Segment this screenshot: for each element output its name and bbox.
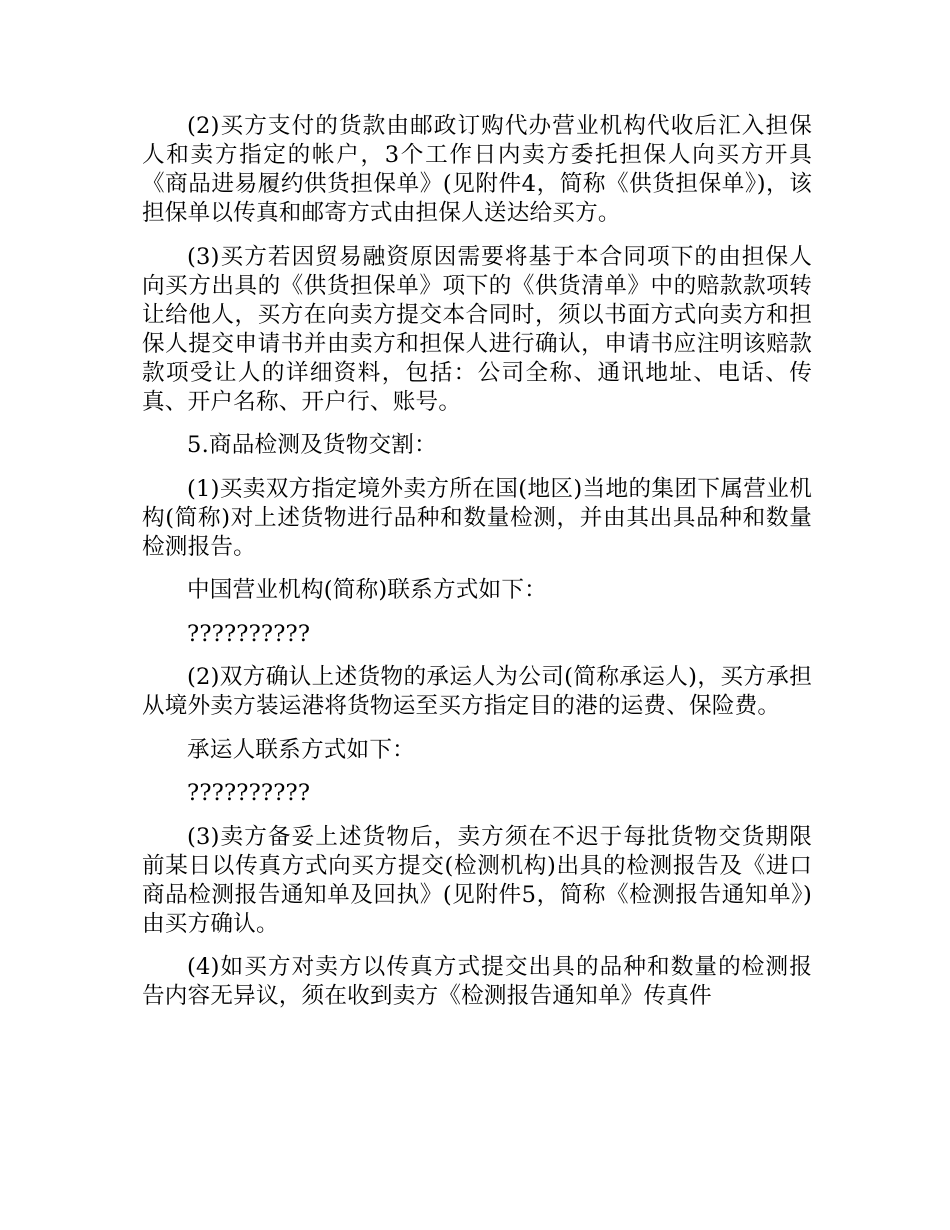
paragraph-guarantee-payment: (2)买方支付的货款由邮政订购代办营业机构代收后汇入担保人和卖方指定的帐户，3个工作日内卖方委托担保人向买方开具《商品进易履约供货担保单》(见附件4，简称《供货担保单》)，该担保单以传真和邮寄方式由担保人送达给买方。 [142,113,812,226]
section-heading-inspection: 5.商品检测及货物交割： [187,432,437,458]
paragraph-carrier: (2)双方确认上述货物的承运人为公司(简称承运人)，买方承担从境外卖方装运港将货物运至买方指定目的港的运费、保险费。 [142,664,812,719]
paragraph-carrier-contact-label: 承运人联系方式如下： [187,736,415,763]
paragraph-china-contact-placeholder: ?????????? [187,620,311,647]
paragraph-trade-financing: (3)买方若因贸易融资原因需要将基于本合同项下的由担保人向买方出具的《供货担保单》项下的《供货清单》中的赔款款项转让给他人，买方在向卖方提交本合同时，须以书面方式向卖方和担保人提交申请书并由卖方和担保人进行确认，申请书应注明该赔款款项受让人的详细资料，包括：公司全称、通讯地址、电话、传真、开户名称、开户行、账号。 [142,243,812,415]
paragraph-buyer-confirmation: (4)如买方对卖方以传真方式提交出具的品种和数量的检测报告内容无异议，须在收到卖方《检测报告通知单》传真件 [142,954,812,1009]
paragraph-inspection-report: (3)卖方备妥上述货物后，卖方须在不迟于每批货物交货期限前某日以传真方式向买方提交(检测机构)出具的检测报告及《进口商品检测报告通知单及回执》(见附件5，简称《检测报告通知单》)由买方确认。 [142,823,812,937]
paragraph-carrier-contact-placeholder: ?????????? [187,780,311,806]
document-body [142,112,812,1026]
paragraph-china-contact-label: 中国营业机构(简称)联系方式如下： [187,577,547,603]
paragraph-inspection-agency: (1)买卖双方指定境外卖方所在国(地区)当地的集团下属营业机构(简称)对上述货物进行品种和数量检测，并由其出具品种和数量检测报告。 [142,475,812,560]
